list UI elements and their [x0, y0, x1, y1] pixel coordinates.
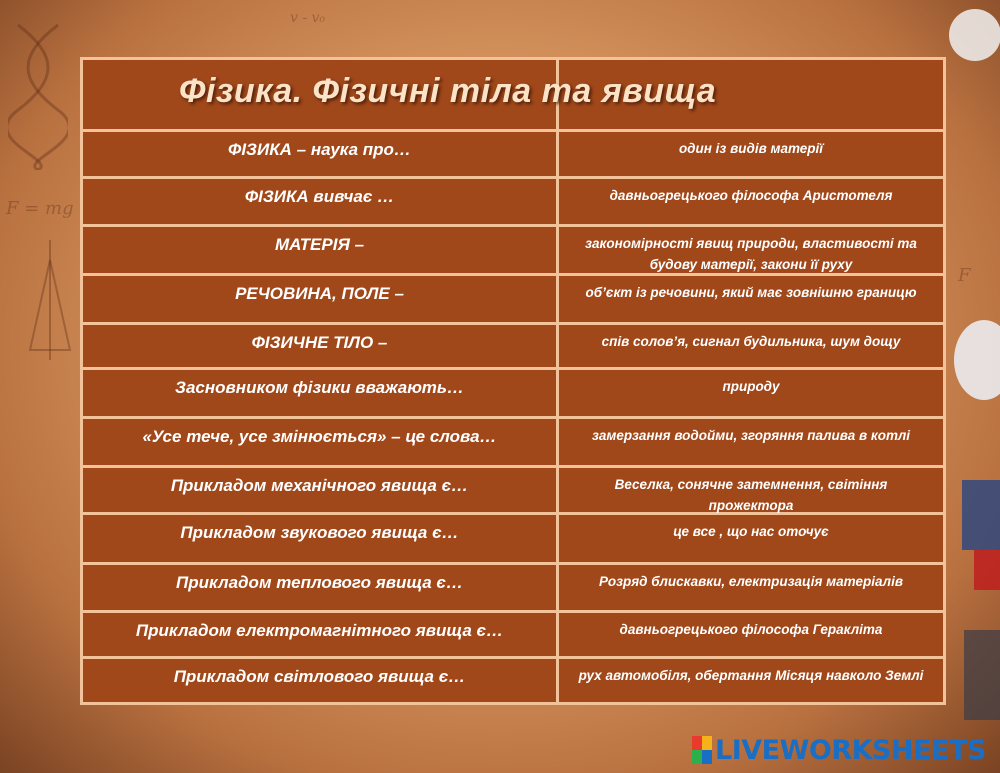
answer-text: спів солов’я, сигнал будильника, шум дощу [601, 334, 901, 349]
question-text: Засновником фізики вважають… [175, 378, 464, 397]
scientist-figure-icon [944, 300, 1000, 720]
question-text: «Усе тече, усе змінюється» – це слова… [142, 427, 497, 446]
answer-cell[interactable] [559, 132, 943, 176]
answer-text: Розряд блискавки, електризація матеріалів [599, 574, 903, 589]
triangle-diagram-icon [20, 240, 80, 360]
answer-text: закономірності явищ природи, властивості та будову матерії, закони її руху [585, 236, 917, 272]
question-text: Прикладом звукового явища є… [180, 523, 459, 542]
liveworksheets-logo-icon [692, 736, 712, 764]
worksheet-table [80, 57, 946, 705]
table-row [83, 565, 943, 613]
question-text: МАТЕРІЯ – [274, 235, 365, 254]
table-row [83, 515, 943, 565]
answer-cell[interactable] [559, 179, 943, 224]
answer-text: природу [722, 379, 780, 394]
logo-text: LIVEWORKSHEETS [715, 734, 986, 766]
question-text: Прикладом електромагнітного явища є… [135, 621, 504, 640]
question-text: ФІЗИКА вивчає … [244, 187, 395, 206]
table-row [83, 370, 943, 419]
answer-cell[interactable] [559, 325, 943, 367]
answer-cell[interactable] [559, 276, 943, 322]
question-text: ФІЗИЧНЕ ТІЛО – [251, 333, 388, 352]
formula-velocity: v - v₀ [290, 10, 326, 26]
dna-icon [8, 20, 68, 170]
answer-cell[interactable] [559, 659, 943, 702]
table-row [83, 659, 943, 702]
question-text: РЕЧОВИНА, ПОЛЕ – [235, 284, 404, 303]
answer-cell[interactable] [559, 613, 943, 656]
table-row [83, 419, 943, 468]
title-row [83, 60, 943, 132]
table-row [83, 276, 943, 325]
answer-cell[interactable] [559, 370, 943, 416]
answer-cell[interactable] [559, 515, 943, 562]
table-row [83, 468, 943, 515]
question-text: ФІЗИКА – наука про… [228, 140, 411, 159]
page-title: Фізика. Фізичні тіла та явища [179, 72, 717, 110]
answer-cell[interactable] [559, 565, 943, 610]
question-text: Прикладом світлового явища є… [173, 667, 466, 686]
formula-f: F [958, 265, 971, 286]
question-text: Прикладом теплового явища є… [175, 573, 464, 592]
liveworksheets-logo[interactable] [692, 735, 986, 765]
table-row [83, 132, 943, 179]
answer-text: давньогрецького філософа Геракліта [619, 622, 883, 637]
answer-text: один із видів матерії [678, 141, 824, 156]
cloud-icon [945, 0, 1000, 70]
table-row [83, 325, 943, 370]
table-row [83, 613, 943, 659]
answer-text: замерзання водойми, згоряння палива в котлі [592, 428, 910, 443]
answer-cell[interactable] [559, 227, 943, 273]
question-text: Прикладом механічного явища є… [170, 476, 469, 495]
answer-text: це все , що нас оточує [673, 524, 829, 539]
table-row [83, 227, 943, 276]
table-row [83, 179, 943, 227]
answer-text: давньогрецького філософа Аристотеля [609, 188, 893, 203]
answer-text: об’єкт із речовини, який має зовнішню границю [585, 285, 917, 300]
answer-cell[interactable] [559, 419, 943, 465]
answer-text: рух автомобіля, обертання Місяця навколо Землі [578, 668, 924, 683]
answer-text: Веселка, сонячне затемнення, світіння прожектора [614, 477, 888, 513]
formula-f-mg: F = mg [6, 198, 74, 219]
answer-cell[interactable] [559, 468, 943, 512]
